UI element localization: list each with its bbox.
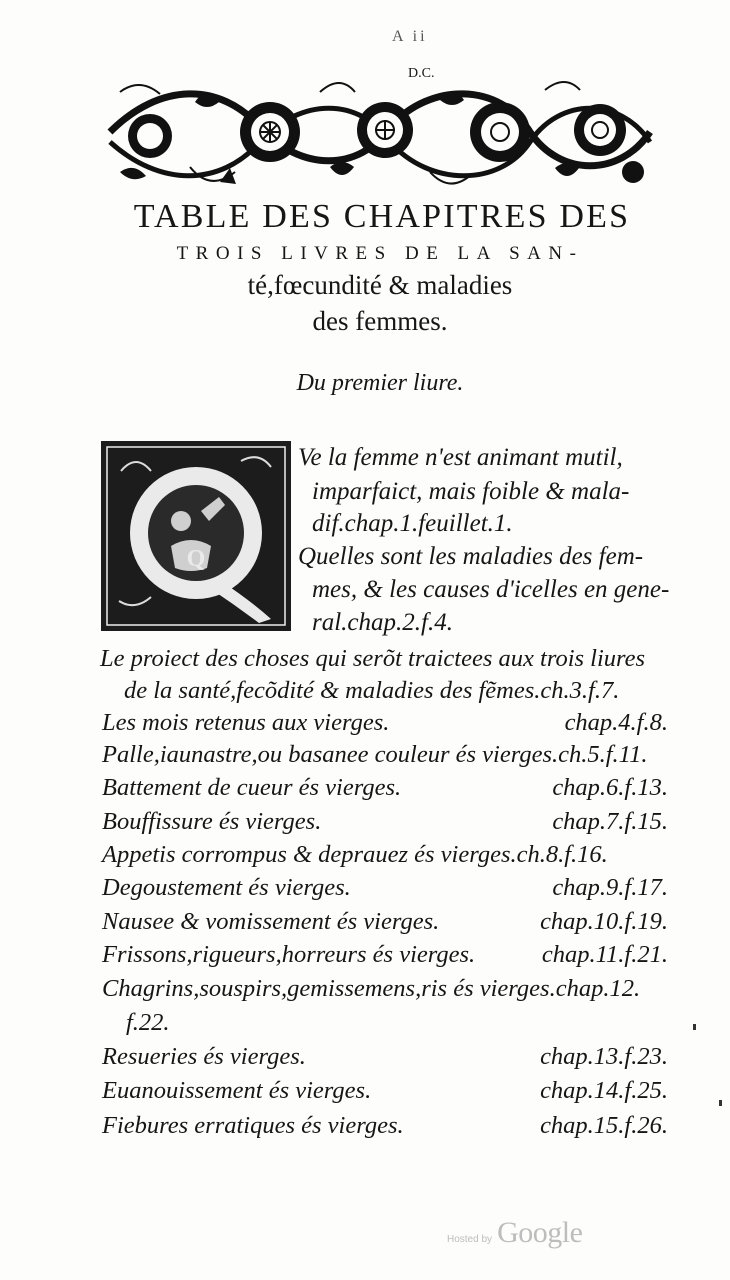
toc-entry-title: Bouffissure és vierges. [102,808,322,835]
ink-speck [719,1100,722,1106]
toc-entry-title: Fiebures erratiques és vierges. [102,1112,404,1139]
title-line-2: TROIS LIVRES DE LA SAN- [176,243,584,264]
toc-entry-title: Resueries és vierges. [102,1043,306,1070]
toc-entry-title: Battement de cueur és vierges. [102,774,402,801]
intro-line: Quelles sont les maladies des fem- [298,543,644,570]
toc-entry-ref: chap.4.f.8. [564,709,668,736]
signature-mark: A ii [392,28,428,45]
intro-line: dif.chap.1.feuillet.1. [312,510,513,537]
intro-line: Ve la femme n'est animant mutil, [298,444,623,471]
toc-entry-ref: chap.10.f.19. [540,908,668,935]
toc-entry-title: Appetis corrompus & deprauez és vierges.ch.8.f.16. [102,841,608,868]
decorated-initial-q [101,441,291,631]
toc-entry-title: Degoustement és vierges. [102,874,351,901]
title-line-1: TABLE DES CHAPITRES DES [133,198,631,235]
hosted-by-label: Hosted by [447,1234,493,1245]
toc-entry-ref: chap.11.f.21. [541,941,668,968]
toc-entry-title: f.22. [126,1009,170,1036]
floral-headpiece-ornament [100,72,660,200]
project-line: Le proiect des choses qui serõt traictees aux trois liures [100,645,646,672]
toc-entry-title: Les mois retenus aux vierges. [102,709,390,736]
toc-entry-ref: chap.14.f.25. [540,1077,668,1104]
toc-entry-title: Frissons,rigueurs,horreurs és vierges. [102,941,476,968]
google-watermark [447,1216,582,1250]
intro-line: ral.chap.2.f.4. [312,609,453,636]
title-line-3: té,fœcundité & maladies [247,270,513,300]
toc-entry-title: Chagrins,souspirs,gemissemens,ris és vierges.chap.12. [102,975,641,1002]
toc-entry-ref: chap.6.f.13. [552,774,668,801]
toc-entry-title: Palle,iaunastre,ou basanee couleur és vierges.ch.5.f.11. [102,741,648,768]
toc-entry-title: Euanouissement és vierges. [102,1077,372,1104]
toc-entry-ref: chap.13.f.23. [540,1043,668,1070]
title-line-4: des femmes. [312,306,448,336]
intro-line: imparfaict, mais foible & mala- [312,478,630,505]
section-heading: Du premier liure. [296,370,464,396]
drop-cap-letter: Q [186,546,206,572]
intro-line: mes, & les causes d'icelles en gene- [312,576,670,603]
toc-entry-ref: chap.15.f.26. [540,1112,668,1139]
toc-entry-title: Nausee & vomissement és vierges. [102,908,440,935]
project-line: de la santé,fecõdité & maladies des fẽmes.ch.3.f.7. [124,677,620,704]
toc-entry-ref: chap.9.f.17. [552,874,668,901]
toc-entry-ref: chap.7.f.15. [552,808,668,835]
ink-speck [693,1024,696,1030]
running-marker: D.C. [408,66,435,81]
google-logo: Google [497,1216,583,1249]
